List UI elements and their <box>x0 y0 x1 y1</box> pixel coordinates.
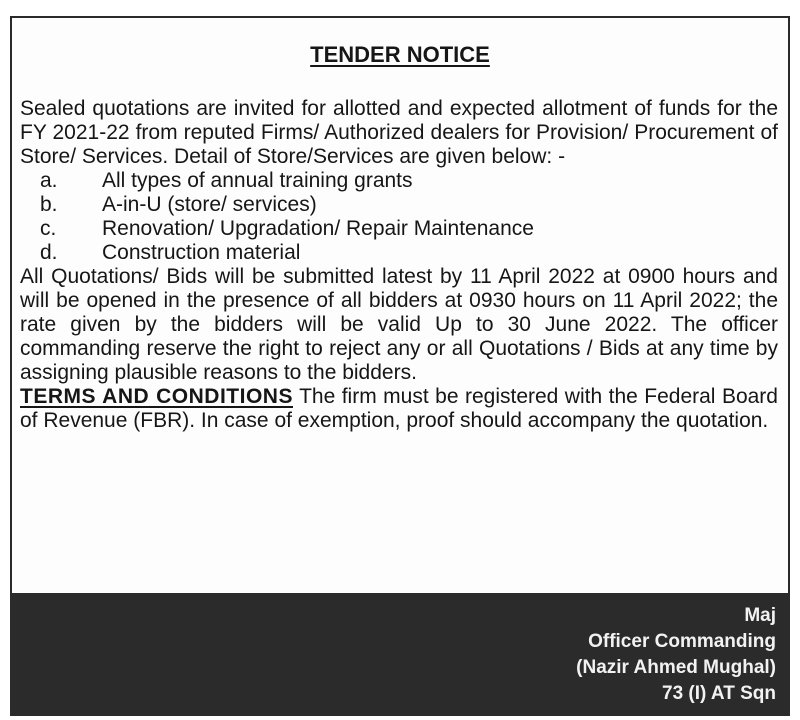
submission-paragraph: All Quotations/ Bids will be submitted latest by 11 April 2022 at 0900 hours and will be opened in the presence of all bidders at 0930 hours on 11 April 2022; the rate given by the bidders will be valid Up to 30 June 2022. The officer commanding reserve the right to reject any or all Quotations / Bids at any time by assigning plausible reasons to the bidders. <box>20 265 778 384</box>
list-marker: c. <box>40 217 57 240</box>
list-item <box>20 241 778 265</box>
signature-unit: 73 (I) AT Sqn <box>662 683 776 704</box>
terms-text: The firm must be registered with the Federal Board of Revenue (FBR). In case of exemption, proof should accompany the quotation. <box>20 385 778 432</box>
terms-paragraph <box>20 385 778 433</box>
terms-heading: TERMS AND CONDITIONS <box>20 385 293 408</box>
intro-paragraph: Sealed quotations are invited for allotted and expected allotment of funds for the FY 2021-22 from reputed Firms/ Authorized dealers for Provision/ Procurement of Store/ Services. Detail of Store/Services are given below: - <box>20 97 778 168</box>
list-item-text: Renovation/ Upgradation/ Repair Maintenance <box>102 217 534 240</box>
signature-name: (Nazir Ahmed Mughal) <box>576 657 776 678</box>
notice-title-text: TENDER NOTICE <box>310 42 490 67</box>
signature-designation: Officer Commanding <box>588 631 776 652</box>
list-marker: a. <box>40 169 58 192</box>
list-item-text: All types of annual training grants <box>102 169 413 192</box>
list-item-text: Construction material <box>102 241 301 264</box>
list-item-text: A-in-U (store/ services) <box>102 193 317 216</box>
list-item <box>20 193 778 217</box>
services-list <box>20 169 778 265</box>
notice-body <box>20 97 778 433</box>
signature-block <box>576 603 776 707</box>
list-marker: b. <box>40 193 58 216</box>
list-item <box>20 169 778 193</box>
notice-title <box>0 42 800 68</box>
signature-rank: Maj <box>744 605 776 626</box>
list-item <box>20 217 778 241</box>
list-marker: d. <box>40 241 58 264</box>
